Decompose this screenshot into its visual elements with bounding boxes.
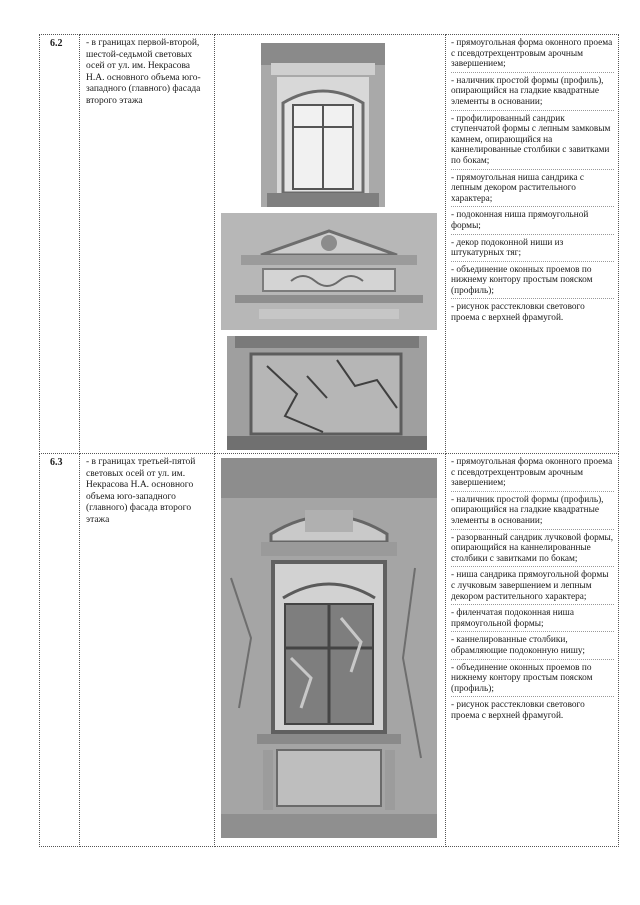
specification-table — [39, 34, 619, 847]
feature-item: - разорванный сандрик лучковой формы, опирающийся на каннелированные столбики с завитками по бокам; — [451, 533, 614, 568]
row-number: 6.2 — [40, 35, 80, 454]
photo-cell — [215, 454, 446, 847]
feature-item: - рисунок расстекловки светового проема с верхней фрамугой. — [451, 302, 585, 324]
features-cell — [446, 35, 619, 454]
location-description: - в границах первой-второй, шестой-седьмой световых осей от ул. им. Некрасова Н.А. основного объема юго-западного (главного) фасада второго этажа — [80, 35, 215, 454]
pediment-photo — [221, 213, 437, 330]
feature-item: - прямоугольная форма оконного проема с псевдотрехцентровым арочным завершением; — [451, 457, 614, 492]
feature-item: - объединение оконных проемов по нижнему контору простым пояском (профиль); — [451, 663, 614, 698]
feature-item: - декор подоконной ниши из штукатурных тяг; — [451, 238, 614, 262]
feature-item: - профилированный сандрик ступенчатой формы с лепным замковым камнем, опирающийся на каннелированные столбики с завитками по бокам; — [451, 114, 614, 170]
photo-cell — [215, 35, 446, 454]
feature-item: - прямоугольная форма оконного проема с псевдотрехцентровым арочным завершением; — [451, 38, 614, 73]
features-cell — [446, 454, 619, 847]
feature-item: - наличник простой формы (профиль), опирающийся на гладкие квадратные элементы в основании; — [451, 76, 614, 111]
feature-item: - подоконная ниша прямоугольной формы; — [451, 210, 614, 234]
table-row — [40, 35, 619, 454]
table-row — [40, 454, 619, 847]
row-number: 6.3 — [40, 454, 80, 847]
feature-item: - объединение оконных проемов по нижнему контору простым пояском (профиль); — [451, 265, 614, 300]
feature-item: - ниша сандрика прямоугольной формы с лучковым завершением и лепным декором растительного характера; — [451, 570, 614, 605]
feature-item: - рисунок расстекловки светового проема с верхней фрамугой. — [451, 700, 585, 721]
window-photo — [221, 458, 437, 838]
window-photo — [261, 43, 385, 207]
feature-item: - филенчатая подоконная ниша прямоугольной формы; — [451, 608, 614, 632]
feature-item: - наличник простой формы (профиль), опирающийся на гладкие квадратные элементы в основании; — [451, 495, 614, 530]
location-description: - в границах третьей-пятой световых осей от ул. им. Некрасова Н.А. основного объема юго-западного (главного) фасада второго этажа — [80, 454, 215, 847]
feature-item: - прямоугольная ниша сандрика с лепным декором растительного характера; — [451, 173, 614, 208]
feature-item: - каннелированные столбики, обрамляющие подоконную нишу; — [451, 635, 614, 659]
sill-niche-photo — [227, 336, 427, 450]
